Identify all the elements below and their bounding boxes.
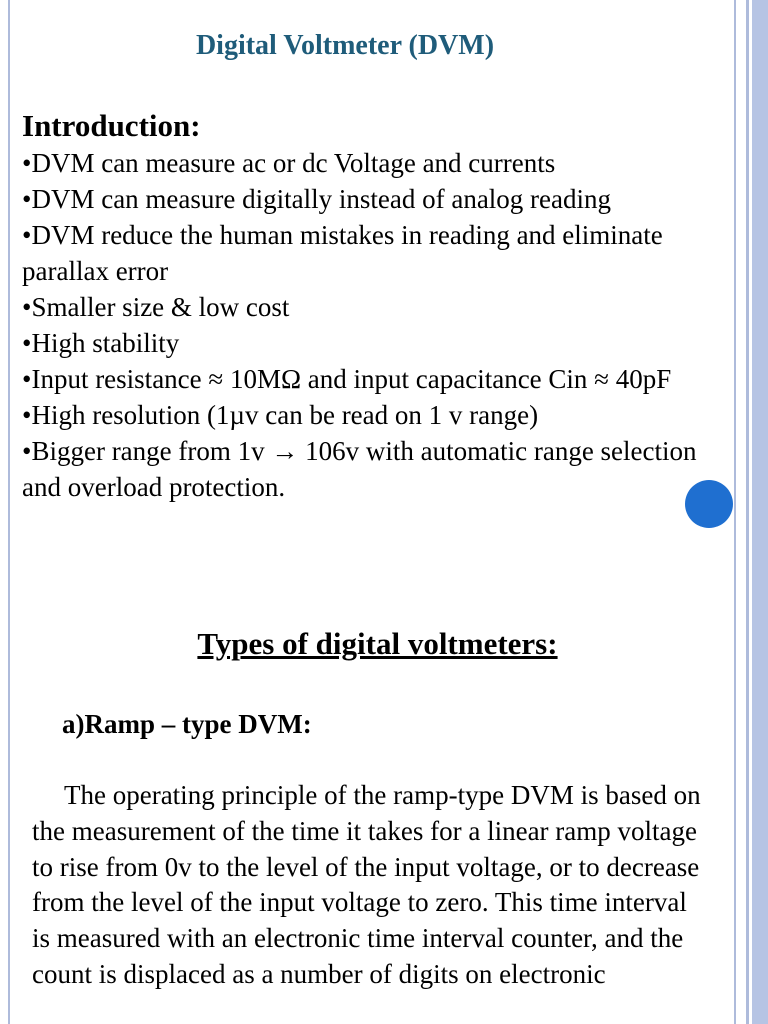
- list-item: •High stability: [22, 328, 180, 358]
- left-frame-border: [8, 0, 10, 1024]
- list-item: •Smaller size & low cost: [22, 292, 290, 322]
- feature-list: [22, 145, 702, 505]
- types-heading: Types of digital voltmeters:: [197, 626, 558, 661]
- ramp-type-paragraph: The operating principle of the ramp-type DVM is based on the measurement of the time it takes for a linear ramp voltage to rise from 0v to the level of the input voltage, or to decrease from the level of the input voltage to zero. This time interval is measured with an electronic time interval counter, and the count is displaced as a number of digits on electronic: [32, 780, 701, 989]
- list-item: •High resolution (1µv can be read on 1 v range): [22, 400, 539, 430]
- list-item: •DVM can measure ac or dc Voltage and currents: [22, 148, 556, 178]
- right-frame-band: [746, 0, 749, 1024]
- list-item: •Input resistance ≈ 10MΩ and input capacitance Cin ≈ 40pF: [22, 364, 672, 394]
- right-frame-border: [734, 0, 736, 1024]
- page-title: Digital Voltmeter (DVM): [195, 30, 495, 61]
- list-item: •DVM reduce the human mistakes in reading and eliminate parallax error: [22, 220, 663, 286]
- introduction-heading: Introduction:: [22, 108, 201, 143]
- ramp-type-heading: a)Ramp – type DVM:: [62, 709, 312, 739]
- list-item: •DVM can measure digitally instead of analog reading: [22, 184, 612, 214]
- right-frame-fill: [752, 0, 768, 1024]
- list-item: •Bigger range from 1v → 106v with automatic range selection and overload protection.: [22, 436, 697, 502]
